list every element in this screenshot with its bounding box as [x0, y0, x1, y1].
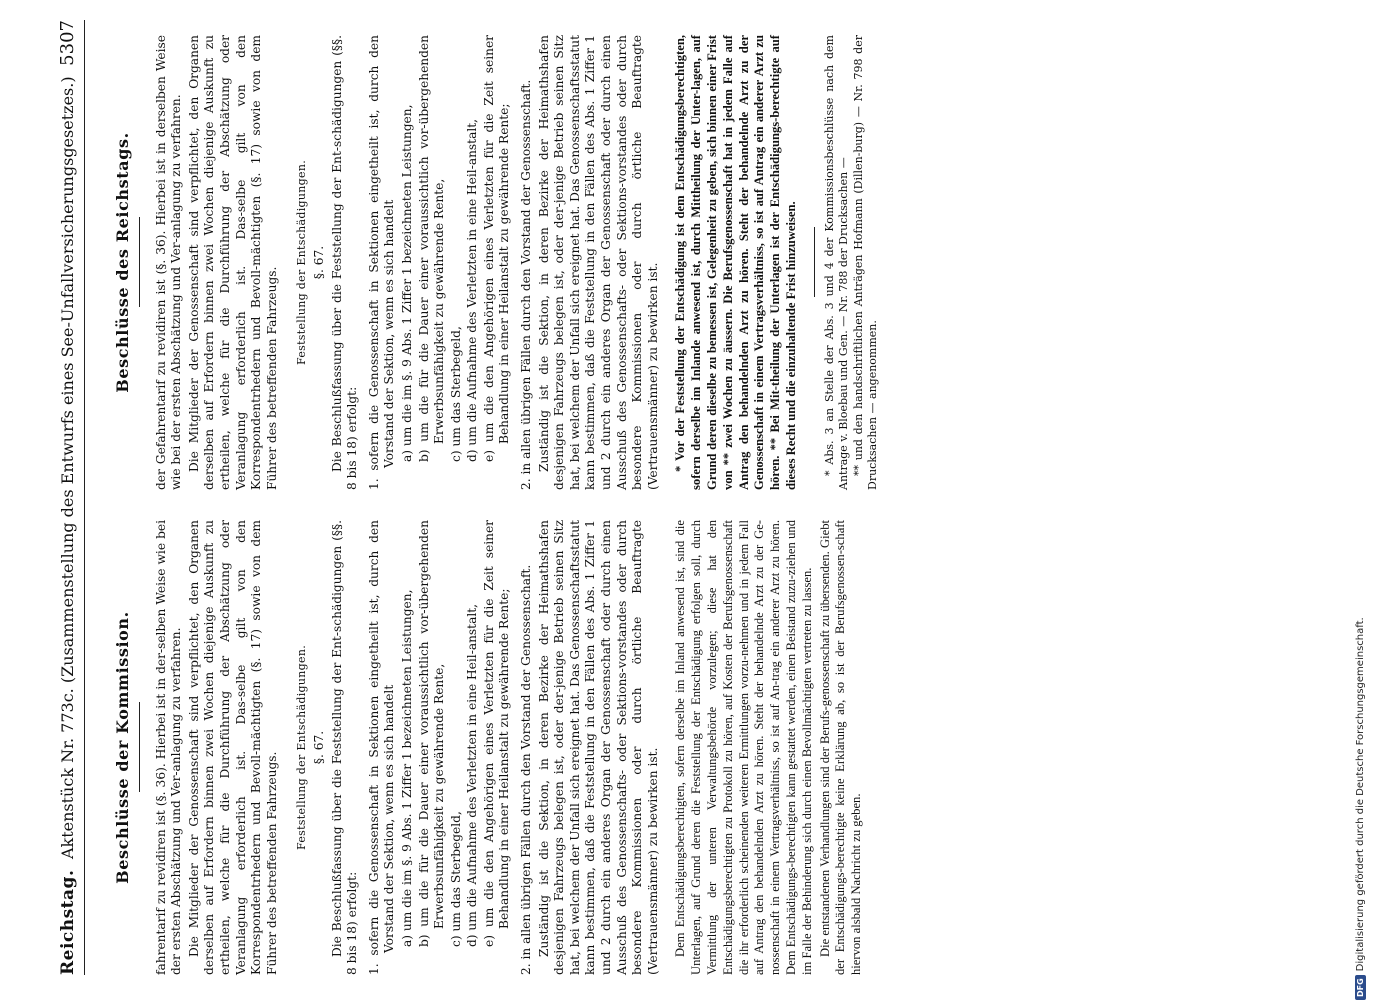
sub-item: c) um das Sterbegeld, — [448, 326, 463, 462]
column-title: Beschlüsse des Reichstags. — [113, 132, 132, 393]
paragraph: Zuständig ist die Sektion, in deren Bezirke der Heimathshafen desjenigen Fahrzeugs belegen ist, oder der-jenige Betrieb seinen Sitz hat, bei welchem der Unfall sich ereignet hat. Das Genossenschaftsstatut kann bestimmen, daß die Feststellung in den Fällen des Abs. 1 Ziffer 1 und 2 durch ein anderes Organ der Genossenschaft oder durch einen Ausschuß des Genossenschafts- oder Sektions-vorstandes oder durch besondere Kommissionen oder durch örtliche Beauftragte (Vertrauensmänner) zu bewirken ist. — [536, 520, 660, 975]
dfg-logo: DFG — [1355, 975, 1366, 1000]
list-item: 2. in allen übrigen Fällen durch den Vorstand der Genossenschaft. — [519, 79, 534, 490]
sub-item: b) um die für die Dauer einer voraussichtlich vor-übergehenden Erwerbsunfähigkeit zu gewährende Rente, — [416, 520, 447, 947]
section-heading: Feststellung der Entschädigungen. — [295, 645, 309, 851]
list-item: 2. in allen übrigen Fällen durch den Vorstand der Genossenschaft. — [519, 564, 534, 975]
paragraph: Die Mitglieder der Genossenschaft sind verpflichtet, den Organen derselben auf Erfordern binnen zwei Wochen diejenige Auskunft zu ertheilen, welche für die Durchführung der Abschätzung oder Veranlagung erforderlich ist. Das-selbe gilt von den Korrespondentrhedern und Bevoll-mächtigten (§. 17) sowie von dem Führer des betreffenden Fahrzeugs. — [186, 520, 279, 975]
page-header — [57, 20, 85, 975]
paragraph: Die Beschlußfassung über die Feststellung der Ent-schädigungen (§§. 8 bis 18) erfolgt: — [329, 520, 360, 975]
document-page — [35, 20, 1355, 975]
footnote: * Abs. 3 an Stelle der Abs. 3 und 4 der Kommissionsbeschlüsse nach dem Antrage v. Bloebau und Gen. — Nr. 788 der Drucksachen — — [822, 35, 850, 490]
list-item: 1. sofern die Genossenschaft in Sektionen eingetheilt ist, durch den Vorstand der Sektion, wenn es sich handelt — [366, 35, 397, 490]
header-left: Reichstag. — [58, 869, 78, 975]
sub-item: a) um die im §. 9 Abs. 1 Ziffer 1 bezeichneten Leistungen, — [399, 589, 414, 947]
paragraph-number: §. 67. — [311, 730, 326, 765]
paragraph: Die entstandenen Verhandlungen sind der Berufs-genossenschaft zu übersenden. Giebt der Entschädigungs-berechtigte keine Erklärung ab, so ist der Berufsgenossen-schaft hiervon alsbald Nachricht zu geben. — [817, 520, 864, 975]
footnote: ** und den handschriftlichen Anträgen Hofmann (Dillen-burg) — Nr. 798 der Drucksachen — angenommen. — [852, 35, 880, 490]
paragraph: Die Mitglieder der Genossenschaft sind verpflichtet, den Organen derselben auf Erfordern binnen zwei Wochen diejenige Auskunft zu ertheilen, welche für die Durchführung der Abschätzung oder Veranlagung erforderlich ist. Das-selbe gilt von den Korrespondentrhedern und Bevoll-mächtigten (§. 17) sowie von dem Führer des betreffenden Fahrzeugs. — [186, 35, 279, 490]
sub-item: a) um die im §. 9 Abs. 1 Ziffer 1 bezeichneten Leistungen, — [399, 104, 414, 462]
paragraph: Dem Entschädigungsberechtigten, sofern derselbe im Inland anwesend ist, sind die Unterlagen, auf Grund deren die Feststellung der Entschädigung erfolgen soll, durch Vermittlung der unteren Verwaltungsbehörde vorzulegen; diese hat den Entschädigungsberechtigten zu Protokoll zu hören, auf Kosten der Berufsgenossenschaft die ihr erforderlich scheinenden weiteren Ermittlungen vorzu-nehmen und in jedem Fall auf Antrag den behandelnden Arzt zu hören. Steht der behandelnde Arzt zu der Ge-nossenschaft in einem Vertragsverhältniss, so ist auf An-trag ein anderer Arzt zu hören. Dem Entschädigungs-berechtigten kann gestattet werden, einen Beistand zuzu-ziehen und im Falle der Behinderung sich durch einen Bevollmächtigten vertreten zu lassen. — [673, 520, 814, 975]
sub-item: d) um die Aufnahme des Verletzten in eine Heil-anstalt, — [465, 603, 480, 947]
paragraph: Die Beschlußfassung über die Feststellung der Ent-schädigungen (§§. 8 bis 18) erfolgt: — [329, 35, 360, 490]
sub-item: b) um die für die Dauer einer voraussichtlich vor-übergehenden Erwerbsunfähigkeit zu gewährende Rente, — [416, 35, 447, 462]
sub-item: e) um die den Angehörigen eines Verletzten für die Zeit seiner Behandlung in einer Heilanstalt zu gewährende Rente; — [481, 520, 512, 947]
column-title: Beschlüsse der Kommission. — [113, 611, 132, 884]
paragraph: der Gefahrentarif zu revidiren ist (§. 36). Hierbei ist in derselben Weise wie bei der ersten Abschätzung und Ver-anlagung zu verfahren. — [153, 35, 184, 490]
title-rule — [139, 218, 140, 308]
paragraph: Zuständig ist die Sektion, in deren Bezirke der Heimathshafen desjenigen Fahrzeugs belegen ist, oder der-jenige Betrieb seinen Sitz hat, bei welchem der Unfall sich ereignet hat. Das Genossenschaftsstatut kann bestimmen, daß die Feststellung in den Fällen des Abs. 1 Ziffer 1 und 2 durch ein anderes Organ der Genossenschaft oder durch einen Ausschuß des Genossenschafts- oder Sektions-vorstandes oder durch besondere Kommissionen oder durch örtliche Beauftragte (Vertrauensmänner) zu bewirken ist. — [536, 35, 660, 490]
reichstag-column — [115, 35, 1335, 490]
sub-item: d) um die Aufnahme des Verletzten in eine Heil-anstalt, — [465, 118, 480, 462]
footnote-rule — [814, 228, 815, 298]
title-rule — [139, 703, 140, 793]
digitization-note-text: Digitalisierung gefördert durch die Deutsche Forschungsgemeinschaft. — [1355, 617, 1366, 972]
section-heading: Feststellung der Entschädigungen. — [295, 160, 309, 366]
sub-item: e) um die den Angehörigen eines Verletzten für die Zeit seiner Behandlung in einer Heilanstalt zu gewährende Rente; — [481, 35, 512, 462]
list-item: 1. sofern die Genossenschaft in Sektionen eingetheilt ist, durch den Vorstand der Sektion, wenn es sich handelt — [366, 520, 397, 975]
bold-paragraph: * Vor der Feststellung der Entschädigung ist dem Entschädigungsberechtigten, sofern derselbe im Inlande anwesend ist, durch Mittheilung der Unter-lagen, auf Grund deren dieselbe zu bemessen ist, Gelegenheit zu geben, sich binnen einer Frist von ** zwei Wochen zu äussern. Die Berufsgenossenschaft hat in jedem Falle auf Antrag den behandelnden Arzt zu hören. Steht der behandelnde Arzt zu der Genossenschaft in einem Vertragsverhältniss, so ist auf Antrag ein anderer Arzt zu hören. ** Bei Mit-theilung der Unterlagen ist der Entschädigungs-berechtigte auf dieses Recht und die einzuhaltende Frist hinzuweisen. — [673, 35, 798, 490]
paragraph-number: §. 67. — [311, 245, 326, 280]
commission-column — [115, 520, 1335, 975]
sub-item: c) um das Sterbegeld, — [448, 811, 463, 947]
digitization-note — [1355, 0, 1366, 1000]
header-title: Aktenstück Nr. 773c. (Zusammenstellung des Entwurfs eines See-Unfallversicherungsgesetzes.) — [58, 76, 77, 860]
page-number: 5307 — [57, 20, 78, 66]
paragraph: fahrentarif zu revidiren ist (§. 36). Hierbei ist in der-selben Weise wie bei der ersten Abschätzung und Ver-anlagung zu verfahren. — [153, 520, 184, 975]
